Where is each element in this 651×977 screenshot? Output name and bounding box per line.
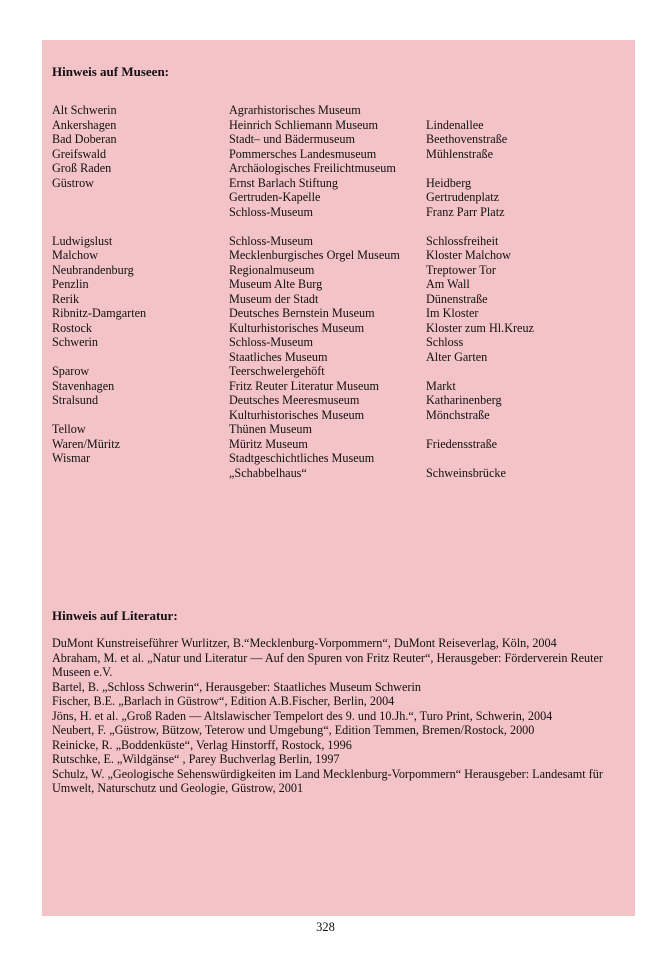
museum-name: Kulturhistorisches Museum — [229, 320, 365, 335]
museum-row — [52, 350, 627, 365]
museum-street: Am Wall — [426, 277, 470, 291]
museum-town: Rostock — [52, 320, 92, 335]
museum-street: Im Kloster — [426, 306, 479, 320]
museum-town: Rerik — [52, 291, 80, 306]
museum-street — [426, 161, 627, 176]
museum-name: Stadtgeschichtliches Museum — [229, 451, 375, 465]
museum-street — [426, 103, 627, 118]
museum-town — [52, 190, 229, 205]
literature-heading: Hinweis auf Literatur: — [52, 608, 178, 623]
museum-street — [426, 364, 627, 379]
museum-name: Gertruden-Kapelle — [229, 190, 321, 204]
museum-name: Museum Alte Burg — [229, 277, 323, 291]
museum-name: Deutsches Meeresmuseum — [229, 393, 360, 407]
museum-name: Stadt– und Bädermuseum — [229, 132, 355, 146]
museum-row — [52, 176, 627, 191]
museum-street: Gertrudenplatz — [426, 190, 500, 204]
museum-town: Tellow — [52, 422, 86, 436]
museum-row — [52, 422, 627, 437]
literature-entry: DuMont Kunstreiseführer Wurlitzer, B.“Mecklenburg-Vorpommern“, DuMont Reiseverlag, Köln, 2004 — [52, 636, 557, 650]
museum-name: Schloss-Museum — [229, 233, 313, 248]
museum-town: Ludwigslust — [52, 233, 113, 248]
museum-name: „Schabbelhaus“ — [229, 465, 307, 480]
museum-street: Schweinsbrücke — [426, 465, 506, 480]
museum-row — [52, 263, 627, 278]
museum-name: Regionalmuseum — [229, 262, 315, 277]
museum-name: Ernst Barlach Stiftung — [229, 175, 338, 190]
museum-street: Kloster Malchow — [426, 248, 511, 262]
museum-street: Markt — [426, 378, 456, 393]
museum-name: Agrarhistorisches Museum — [229, 103, 361, 117]
museum-street: Mühlenstraße — [426, 146, 494, 161]
museums-heading: Hinweis auf Museen: — [52, 64, 169, 79]
museum-row — [52, 335, 627, 350]
museum-town — [52, 466, 229, 481]
museum-town: Stavenhagen — [52, 378, 115, 393]
literature-entry: Bartel, B. „Schloss Schwerin“, Herausgeber: Staatliches Museum Schwerin — [52, 679, 421, 694]
museum-row — [52, 364, 627, 379]
museum-street: Franz Parr Platz — [426, 204, 505, 219]
museum-town: Ankershagen — [52, 117, 117, 132]
museum-row — [52, 321, 627, 336]
page-number: 328 — [316, 920, 335, 934]
literature-entry: Jöns, H. et al. „Groß Raden — Altslawischer Tempelort des 9. und 10.Jh.“, Turo Print, Schwerin, 2004 — [52, 708, 553, 723]
museum-street: Treptower Tor — [426, 262, 496, 277]
museum-name: Teerschwelergehöft — [229, 364, 325, 378]
museum-row — [52, 147, 627, 162]
museum-town: Waren/Müritz — [52, 436, 121, 451]
museum-street: Friedensstraße — [426, 436, 498, 451]
museum-town: Penzlin — [52, 277, 89, 291]
museum-row — [52, 408, 627, 423]
museum-row — [52, 234, 627, 249]
museum-town: Bad Doberan — [52, 132, 117, 146]
museum-street: Katharinenberg — [426, 393, 502, 407]
literature-entry: Schulz, W. „Geologische Sehenswürdigkeiten im Land Mecklenburg-Vorpommern“ Herausgeber: Landesamt für Umwelt, Naturschutz und Geologie, Güstrow, 2001 — [52, 766, 603, 795]
museum-street: Kloster zum Hl.Kreuz — [426, 320, 534, 335]
literature-entry: Abraham, M. et al. „Natur und Literatur — Auf den Spuren von Fritz Reuter“, Herausgeber: Förderverein Reuter Museen e.V. — [52, 650, 603, 679]
museum-town: Alt Schwerin — [52, 103, 117, 117]
museum-town: Wismar — [52, 451, 91, 465]
museum-name: Staatliches Museum — [229, 349, 328, 364]
museum-spacer — [52, 219, 627, 234]
literature-entry: Reinicke, R. „Boddenküste“, Verlag Hinstorff, Rostock, 1996 — [52, 737, 352, 752]
museum-street: Schlossfreiheit — [426, 233, 499, 248]
literature-entry: Rutschke, E. „Wildgänse“ , Parey Buchverlag Berlin, 1997 — [52, 752, 340, 766]
museum-row — [52, 451, 627, 466]
museum-name: Pommersches Landesmuseum — [229, 146, 377, 161]
museum-street: Dünenstraße — [426, 291, 488, 306]
museum-town: Stralsund — [52, 393, 99, 407]
museum-street: Mönchstraße — [426, 407, 490, 422]
museum-street: Beethovenstraße — [426, 132, 508, 146]
museum-table — [52, 103, 627, 480]
museum-row — [52, 379, 627, 394]
museum-name: Deutsches Bernstein Museum — [229, 306, 375, 320]
museum-name: Museum der Stadt — [229, 291, 319, 306]
museum-row — [52, 103, 627, 118]
museum-street — [426, 422, 627, 437]
museum-row — [52, 437, 627, 452]
museum-row — [52, 205, 627, 220]
museum-row — [52, 161, 627, 176]
museum-row — [52, 306, 627, 321]
museum-name: Thünen Museum — [229, 422, 312, 436]
literature-entry: Neubert, F. „Güstrow, Bützow, Teterow und Umgebung“, Edition Temmen, Bremen/Rostock, 2000 — [52, 723, 535, 737]
museum-row — [52, 132, 627, 147]
museum-name: Fritz Reuter Literatur Museum — [229, 378, 379, 393]
literature-entry: Fischer, B.E. „Barlach in Güstrow“, Edition A.B.Fischer, Berlin, 2004 — [52, 694, 395, 708]
museum-street: Schloss — [426, 335, 464, 349]
museum-street: Heidberg — [426, 175, 472, 190]
museum-name: Heinrich Schliemann Museum — [229, 117, 378, 132]
museum-street — [426, 451, 627, 466]
museum-town: Ribnitz-Damgarten — [52, 306, 147, 320]
museum-row — [52, 248, 627, 263]
museum-street: Lindenallee — [426, 117, 484, 132]
museum-town: Güstrow — [52, 175, 94, 190]
museum-town: Sparow — [52, 364, 90, 378]
museum-name: Müritz Museum — [229, 436, 308, 451]
museum-town: Schwerin — [52, 335, 99, 349]
museum-street: Alter Garten — [426, 349, 488, 364]
museum-town — [52, 350, 229, 365]
museum-town: Greifswald — [52, 146, 107, 161]
museum-town: Groß Raden — [52, 161, 112, 175]
museum-name: Kulturhistorisches Museum — [229, 407, 365, 422]
museum-town: Neubrandenburg — [52, 262, 134, 277]
museum-name: Schloss-Museum — [229, 335, 313, 349]
museum-name: Archäologisches Freilichtmuseum — [229, 161, 396, 175]
literature-list — [52, 636, 628, 796]
museum-town — [52, 205, 229, 220]
museum-town — [52, 408, 229, 423]
museum-row — [52, 292, 627, 307]
museum-town: Malchow — [52, 248, 99, 262]
museum-row — [52, 277, 627, 292]
content-panel — [42, 40, 635, 916]
museum-name: Mecklenburgisches Orgel Museum — [229, 248, 400, 262]
museum-name: Schloss-Museum — [229, 204, 313, 219]
museum-row — [52, 118, 627, 133]
museum-row — [52, 466, 627, 481]
museum-row — [52, 393, 627, 408]
museum-row — [52, 190, 627, 205]
